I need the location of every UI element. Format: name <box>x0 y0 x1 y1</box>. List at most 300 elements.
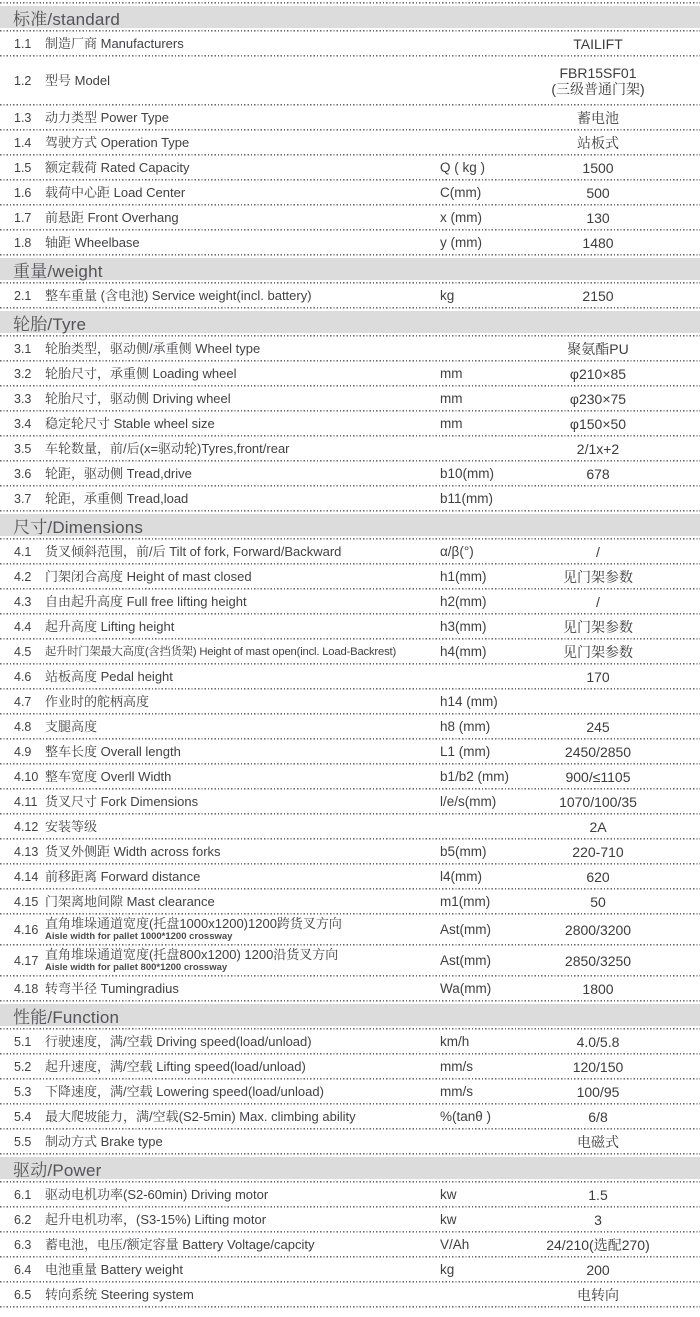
row-value-line1: 500 <box>586 184 610 201</box>
row-number: 4.7 <box>14 694 32 709</box>
row-label-text: 货叉尺寸 Fork Dimensions <box>45 793 199 809</box>
row-label-text: 自由起升高度 Full free lifting height <box>45 593 247 609</box>
row-label-text: 轮距，驱动侧 Tread,drive <box>45 465 192 481</box>
row-number: 1.2 <box>14 73 32 88</box>
row-label <box>45 795 440 809</box>
row-label <box>45 917 440 942</box>
row-label <box>45 136 440 150</box>
row-unit: %(tanθ ) <box>440 1109 492 1124</box>
section-header-standard <box>0 6 700 28</box>
row-unit: L1 (mm) <box>440 744 491 759</box>
table-row-1.7 <box>0 206 700 229</box>
table-row-4.11 <box>0 790 700 813</box>
row-label <box>45 442 440 456</box>
row-label-text: 起升高度 Lifting height <box>45 618 175 634</box>
row-value-line1: 6/8 <box>588 1108 608 1125</box>
row-label-text: 轮胎尺寸，驱动侧 Driving wheel <box>45 390 231 406</box>
row-unit: Wa(mm) <box>440 981 492 996</box>
row-label <box>45 211 440 225</box>
row-label <box>45 417 440 431</box>
row-value-line1: 678 <box>586 465 610 482</box>
row-label-text: 站板高度 Pedal height <box>45 668 173 684</box>
row-number: 4.12 <box>14 819 39 834</box>
row-label <box>45 1035 440 1049</box>
row-value <box>500 1187 696 1203</box>
section-header-power <box>0 1157 700 1179</box>
row-number: 5.3 <box>14 1084 32 1099</box>
section-title: 性能/Function <box>13 1007 120 1027</box>
table-row-4.2 <box>0 565 700 588</box>
section-title: 驱动/Power <box>13 1160 102 1180</box>
row-label <box>45 695 440 709</box>
row-label <box>45 895 440 909</box>
row-number: 5.1 <box>14 1034 32 1049</box>
row-label-text: 电池重量 Battery weight <box>45 1261 183 1277</box>
row-value-line1: 聚氨酯PU <box>567 340 629 357</box>
row-value <box>500 341 696 357</box>
row-unit: kg <box>440 288 455 303</box>
row-number: 4.2 <box>14 569 32 584</box>
row-number: 4.18 <box>14 981 39 996</box>
row-number: 1.8 <box>14 235 32 250</box>
table-row-4.7 <box>0 690 700 713</box>
table-row-6.2 <box>0 1208 700 1231</box>
row-label-text: 转弯半径 Tumingradius <box>45 980 179 996</box>
row-unit: α/β(°) <box>440 544 474 559</box>
table-row-1.5 <box>0 156 700 179</box>
row-number: 6.5 <box>14 1287 32 1302</box>
row-value-line1: 2/1x+2 <box>576 440 620 457</box>
row-value-line1: 1070/100/35 <box>559 793 637 810</box>
row-unit: Ast(mm) <box>440 953 491 968</box>
row-label <box>45 37 440 51</box>
row-label <box>45 186 440 200</box>
table-row-1.1 <box>0 32 700 55</box>
row-value-line1: 见门架参数 <box>563 618 633 635</box>
row-label-text: 作业时的舵柄高度 <box>45 693 150 709</box>
row-label <box>45 1110 440 1124</box>
row-label-text: 轮胎尺寸，承重侧 Loading wheel <box>45 365 237 381</box>
row-value-line1: 220-710 <box>572 843 624 860</box>
table-row-4.17 <box>0 946 700 975</box>
row-value <box>500 466 696 482</box>
table-row-4.13 <box>0 840 700 863</box>
row-label <box>45 1238 440 1252</box>
row-number: 3.5 <box>14 441 32 456</box>
row-label-text: 整车宽度 Overll Width <box>45 768 172 784</box>
row-label <box>45 289 440 303</box>
row-number: 5.4 <box>14 1109 32 1124</box>
row-label <box>45 620 440 634</box>
row-value-line1: 245 <box>586 718 610 735</box>
row-value-line1: φ150×50 <box>569 415 627 432</box>
row-unit: mm <box>440 416 463 431</box>
row-label-text: 型号 Model <box>45 72 111 88</box>
row-label-text: 起升时门架最大高度(含挡货架) Height of mast open(incl. Load-Backrest) <box>45 645 397 658</box>
row-label-text: 货叉外侧距 Width across forks <box>45 843 221 859</box>
table-row-5.4 <box>0 1105 700 1128</box>
row-value <box>500 894 696 910</box>
row-label-text: 起升速度，满/空载 Lifting speed(load/unload) <box>45 1058 306 1074</box>
row-label-text: 驾驶方式 Operation Type <box>45 134 190 150</box>
row-unit: h2(mm) <box>440 594 487 609</box>
row-label <box>45 870 440 884</box>
row-label <box>45 645 440 659</box>
table-row-4.15 <box>0 890 700 913</box>
row-unit: V/Ah <box>440 1237 470 1252</box>
table-row-3.7 <box>0 487 700 510</box>
row-value-line1: 1.5 <box>588 1186 608 1203</box>
row-value-line1: 2A <box>589 818 607 835</box>
row-label <box>45 467 440 481</box>
row-value-line1: φ210×85 <box>569 365 627 382</box>
row-value <box>500 922 696 938</box>
row-unit: mm/s <box>440 1059 473 1074</box>
row-value <box>500 160 696 176</box>
table-row-6.4 <box>0 1258 700 1281</box>
row-label-text: 车轮数量，前/后(x=驱动轮)Tyres,front/rear <box>45 440 290 456</box>
row-value <box>500 744 696 760</box>
row-unit: h3(mm) <box>440 619 487 634</box>
row-label-text: 直角堆垛通道宽度(托盘1000x1200)1200跨货叉方向 <box>45 916 342 931</box>
row-value <box>500 619 696 635</box>
row-unit: y (mm) <box>440 235 482 250</box>
row-label <box>45 1188 440 1202</box>
row-value <box>500 65 696 97</box>
table-row-2.1 <box>0 284 700 307</box>
row-divider <box>0 1153 700 1155</box>
row-value <box>500 844 696 860</box>
row-label-text: 直角堆垛通道宽度(托盘800x1200) 1200沿货叉方向 <box>45 947 339 962</box>
row-number: 3.1 <box>14 341 32 356</box>
row-value-line1: 2800/3200 <box>564 921 632 938</box>
section-header-function <box>0 1004 700 1026</box>
row-label <box>45 161 440 175</box>
row-number: 4.5 <box>14 644 32 659</box>
row-value-line1: 1480 <box>582 234 614 251</box>
table-row-4.12 <box>0 815 700 838</box>
table-row-3.3 <box>0 387 700 410</box>
section-title: 尺寸/Dimensions <box>13 517 144 537</box>
row-label-text: 蓄电池，电压/额定容量 Battery Voltage/capcity <box>45 1236 315 1252</box>
row-value <box>500 1059 696 1075</box>
row-label-text: 门架闭合高度 Height of mast closed <box>45 568 252 584</box>
row-value <box>500 794 696 810</box>
row-unit: l4(mm) <box>440 869 482 884</box>
row-value-line1: 130 <box>586 209 610 226</box>
row-label-text: 最大爬坡能力，满/空载(S2-5min) Max. climbing ability <box>45 1108 356 1124</box>
row-number: 4.4 <box>14 619 32 634</box>
row-value-line1: 100/95 <box>576 1083 620 1100</box>
row-value <box>500 36 696 52</box>
row-label <box>45 720 440 734</box>
row-value-line1: FBR15SF01 <box>559 64 637 81</box>
table-row-3.4 <box>0 412 700 435</box>
row-unit: km/h <box>440 1034 470 1049</box>
row-unit: Ast(mm) <box>440 922 491 937</box>
table-row-6.5 <box>0 1283 700 1306</box>
row-number: 4.6 <box>14 669 32 684</box>
row-number: 6.4 <box>14 1262 32 1277</box>
row-unit: b10(mm) <box>440 466 495 481</box>
row-label-text: 前悬距 Front Overhang <box>45 209 179 225</box>
row-number: 3.7 <box>14 491 32 506</box>
row-label-text: 整车重量 (含电池) Service weight(incl. battery) <box>45 287 312 303</box>
row-value <box>500 819 696 835</box>
row-label-text: 轴距 Wheelbase <box>45 234 140 250</box>
row-number: 4.8 <box>14 719 32 734</box>
row-value-line1: 电磁式 <box>577 1133 619 1150</box>
row-unit: m1(mm) <box>440 894 491 909</box>
row-label <box>45 948 440 973</box>
row-value <box>500 869 696 885</box>
row-unit: mm <box>440 366 463 381</box>
row-value <box>500 210 696 226</box>
row-label <box>45 367 440 381</box>
row-label <box>45 1135 440 1149</box>
table-row-1.3 <box>0 106 700 129</box>
row-value-line1: / <box>596 543 600 560</box>
row-number: 4.10 <box>14 769 39 784</box>
row-label-text: 轮胎类型，驱动侧/承重侧 Wheel type <box>45 340 261 356</box>
row-number: 4.17 <box>14 953 39 968</box>
table-row-4.18 <box>0 977 700 1000</box>
row-label <box>45 236 440 250</box>
row-number: 3.2 <box>14 366 32 381</box>
section-title: 标准/standard <box>13 9 121 29</box>
section-header-tyre <box>0 311 700 333</box>
row-value-line1: 见门架参数 <box>563 568 633 585</box>
row-unit: b11(mm) <box>440 491 494 506</box>
row-number: 4.1 <box>14 544 32 559</box>
row-value-line1: 站板式 <box>577 134 619 151</box>
row-label-text: 行驶速度，满/空载 Driving speed(load/unload) <box>45 1033 312 1049</box>
row-value-line1: 蓄电池 <box>577 109 619 126</box>
row-label-text: 货叉倾斜范围，前/后 Tilt of fork, Forward/Backward <box>45 543 342 559</box>
table-row-6.1 <box>0 1183 700 1206</box>
row-number: 1.3 <box>14 110 32 125</box>
table-row-6.3 <box>0 1233 700 1256</box>
row-label <box>45 670 440 684</box>
section-header-dimensions <box>0 514 700 536</box>
row-value <box>500 1134 696 1150</box>
row-label-text: 起升电机功率，(S3-15%) Lifting motor <box>45 1211 267 1227</box>
row-label <box>45 1263 440 1277</box>
row-label-text: 下降速度，满/空载 Lowering speed(load/unload) <box>45 1083 324 1099</box>
row-value-line1: 电转向 <box>577 1286 619 1303</box>
row-divider <box>0 1306 700 1308</box>
row-value-line1: 3 <box>594 1211 602 1228</box>
row-label <box>45 770 440 784</box>
row-value <box>500 594 696 610</box>
row-label-text: 制造厂商 Manufacturers <box>45 35 184 51</box>
row-number: 6.3 <box>14 1237 32 1252</box>
table-row-5.3 <box>0 1080 700 1103</box>
row-label-text: 制动方式 Brake type <box>45 1133 163 1149</box>
row-divider <box>0 254 700 256</box>
table-row-4.1 <box>0 540 700 563</box>
row-value <box>500 669 696 685</box>
table-row-5.1 <box>0 1030 700 1053</box>
row-value-line1: / <box>596 593 600 610</box>
table-row-4.5 <box>0 640 700 663</box>
row-unit: x (mm) <box>440 210 482 225</box>
row-number: 5.5 <box>14 1134 32 1149</box>
row-value-line1: 1500 <box>582 159 614 176</box>
row-label-subtext: Aisle width for pallet 800*1200 crossway <box>45 962 228 973</box>
row-label-text: 支腿高度 <box>45 718 98 734</box>
row-number: 4.15 <box>14 894 39 909</box>
row-value-line1: 4.0/5.8 <box>576 1033 620 1050</box>
row-number: 1.6 <box>14 185 32 200</box>
row-unit: h14 (mm) <box>440 694 498 709</box>
table-row-4.6 <box>0 665 700 688</box>
row-value <box>500 544 696 560</box>
row-value <box>500 416 696 432</box>
row-number: 4.13 <box>14 844 39 859</box>
row-unit: h1(mm) <box>440 569 487 584</box>
row-label-text: 动力类型 Power Type <box>45 109 170 125</box>
row-label <box>45 1085 440 1099</box>
row-value <box>500 185 696 201</box>
row-value <box>500 1287 696 1303</box>
row-value <box>500 1237 696 1253</box>
row-value <box>500 953 696 969</box>
row-label <box>45 492 440 506</box>
row-value <box>500 1212 696 1228</box>
row-value <box>500 644 696 660</box>
row-label-text: 门架离地间隙 Mast clearance <box>45 893 215 909</box>
row-value <box>500 391 696 407</box>
row-label <box>45 1060 440 1074</box>
row-label-text: 载荷中心距 Load Center <box>45 184 186 200</box>
spec-table <box>0 6 700 1308</box>
row-unit: mm <box>440 391 463 406</box>
row-label <box>45 545 440 559</box>
table-row-3.2 <box>0 362 700 385</box>
row-label <box>45 745 440 759</box>
table-row-1.6 <box>0 181 700 204</box>
table-row-5.2 <box>0 1055 700 1078</box>
row-label-subtext: Aisle width for pallet 1000*1200 crossway <box>45 931 233 942</box>
row-value <box>500 569 696 585</box>
row-value-line1: 2450/2850 <box>564 743 632 760</box>
row-unit: l/e/s(mm) <box>440 794 497 809</box>
row-unit: kw <box>440 1187 457 1202</box>
row-label <box>45 820 440 834</box>
row-value-line1: 50 <box>590 893 606 910</box>
row-value-line1: φ230×75 <box>569 390 627 407</box>
table-row-4.8 <box>0 715 700 738</box>
row-number: 4.3 <box>14 594 32 609</box>
row-number: 3.4 <box>14 416 32 431</box>
section-title: 重量/weight <box>13 261 103 281</box>
row-value-line1: 见门架参数 <box>563 643 633 660</box>
table-row-4.9 <box>0 740 700 763</box>
row-value-line1: TAILIFT <box>573 35 623 52</box>
row-number: 3.3 <box>14 391 32 406</box>
row-value-line1: 900/≤1105 <box>565 768 631 785</box>
row-value <box>500 1109 696 1125</box>
row-label <box>45 342 440 356</box>
table-row-1.8 <box>0 231 700 254</box>
row-value <box>500 769 696 785</box>
row-value-line1: 170 <box>586 668 610 685</box>
row-label <box>45 111 440 125</box>
table-row-5.5 <box>0 1130 700 1153</box>
row-value-line2: (三级普通门架) <box>551 80 645 97</box>
table-row-4.3 <box>0 590 700 613</box>
row-label <box>45 392 440 406</box>
row-label-text: 轮距，承重侧 Tread,load <box>45 490 189 506</box>
row-unit: h4(mm) <box>440 644 487 659</box>
row-value-line1: 200 <box>586 1261 610 1278</box>
row-value-line1: 620 <box>586 868 610 885</box>
row-number: 1.7 <box>14 210 32 225</box>
row-unit: b1/b2 (mm) <box>440 769 510 784</box>
row-number: 2.1 <box>14 288 32 303</box>
row-number: 1.1 <box>14 36 32 51</box>
row-number: 1.5 <box>14 160 32 175</box>
row-value-line1: 2850/3250 <box>564 952 632 969</box>
row-number: 6.2 <box>14 1212 32 1227</box>
row-unit: C(mm) <box>440 185 482 200</box>
row-unit: b5(mm) <box>440 844 487 859</box>
row-unit: kw <box>440 1212 457 1227</box>
row-number: 1.4 <box>14 135 32 150</box>
table-row-1.4 <box>0 131 700 154</box>
table-row-1.2 <box>0 57 700 104</box>
row-unit: mm/s <box>440 1084 473 1099</box>
row-number: 4.14 <box>14 869 39 884</box>
row-unit: Q ( kg ) <box>440 160 486 175</box>
row-unit: h8 (mm) <box>440 719 491 734</box>
row-label-text: 前移距离 Forward distance <box>45 868 201 884</box>
row-number: 5.2 <box>14 1059 32 1074</box>
row-value <box>500 1034 696 1050</box>
row-value <box>500 719 696 735</box>
row-number: 4.11 <box>14 794 38 809</box>
table-row-4.10 <box>0 765 700 788</box>
row-value <box>500 110 696 126</box>
row-value <box>500 235 696 251</box>
row-label-text: 稳定轮尺寸 Stable wheel size <box>45 415 215 431</box>
row-value-line1: 120/150 <box>572 1058 624 1075</box>
table-row-4.16 <box>0 915 700 944</box>
row-label-text: 转向系统 Steering system <box>45 1286 194 1302</box>
table-row-4.4 <box>0 615 700 638</box>
row-value <box>500 288 696 304</box>
row-number: 3.6 <box>14 466 32 481</box>
row-value <box>500 366 696 382</box>
table-row-3.1 <box>0 337 700 360</box>
row-label-text: 额定载荷 Rated Capacity <box>45 159 190 175</box>
row-value <box>500 135 696 151</box>
row-number: 4.9 <box>14 744 32 759</box>
table-row-3.6 <box>0 462 700 485</box>
row-value-line1: 1800 <box>582 980 614 997</box>
row-label <box>45 74 440 88</box>
row-label <box>45 570 440 584</box>
section-title: 轮胎/Tyre <box>13 314 87 334</box>
row-label <box>45 1288 440 1302</box>
row-label-text: 整车长度 Overall length <box>45 743 181 759</box>
row-value <box>500 441 696 457</box>
row-value <box>500 1084 696 1100</box>
row-value-line1: 2150 <box>582 287 614 304</box>
row-value <box>500 981 696 997</box>
section-header-weight <box>0 258 700 280</box>
